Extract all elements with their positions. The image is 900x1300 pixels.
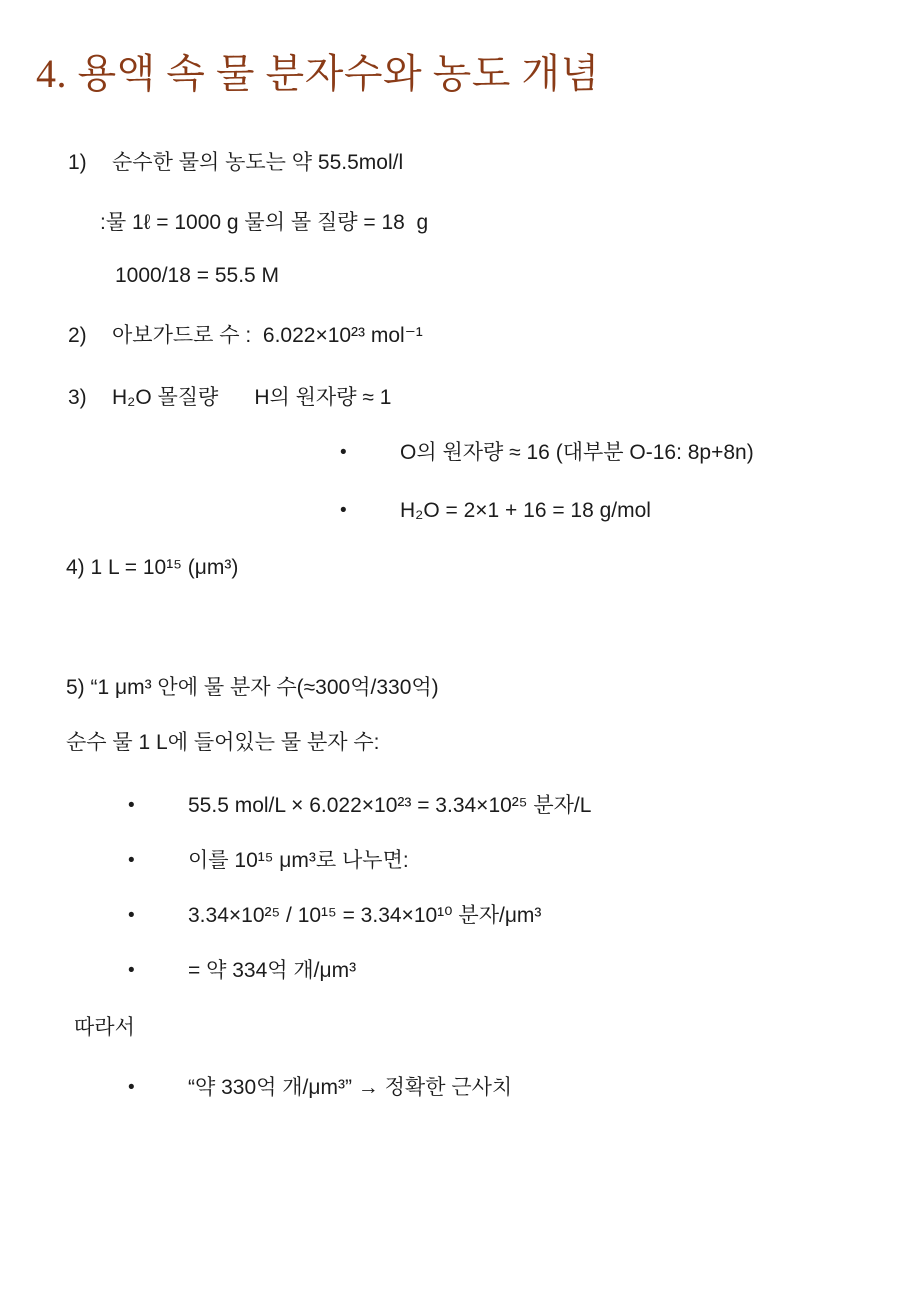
bullet-text: 이를 10¹⁵ μm³로 나누면: [188, 849, 409, 872]
conclusion-bullet-list [0, 1073, 900, 1103]
bullet-text: = 약 334억 개/μm³ [188, 959, 357, 982]
item-1-note-calc: 1000/18 = 55.5 M [115, 264, 280, 287]
list-item-1 [0, 148, 900, 178]
bullet-icon: • [128, 795, 135, 816]
list-item-3-text: H₂O 몰질량 [112, 386, 219, 409]
bullet-icon: • [128, 850, 135, 871]
list-item-3-marker: 3) [68, 386, 87, 409]
list-item-2-text: 아보가드로 수 : 6.022×10²³ mol⁻¹ [112, 324, 423, 347]
bullet-item [0, 496, 900, 526]
bullet-item [0, 956, 900, 986]
bullet-text: O의 원자량 ≈ 16 (대부분 O-16: 8p+8n) [400, 441, 754, 464]
bullet-text: 3.34×10²⁵ / 10¹⁵ = 3.34×10¹⁰ 분자/μm³ [188, 904, 542, 927]
list-item-3 [0, 383, 900, 413]
list-item-1-text: 순수한 물의 농도는 약 55.5mol/l [112, 151, 404, 174]
page-title: 4. 용액 속 물 분자수와 농도 개념 [36, 51, 600, 96]
bullet-item [0, 438, 900, 468]
bullet-text: “약 330억 개/μm³” → 정확한 근사치 [188, 1076, 513, 1099]
item-5-bullet-list [0, 791, 900, 986]
list-item-4: 4) 1 L = 10¹⁵ (μm³) [66, 556, 239, 579]
bullet-text: H₂O = 2×1 + 16 = 18 g/mol [400, 499, 651, 522]
bullet-item [0, 846, 900, 876]
bullet-icon: • [340, 500, 347, 521]
bullet-item [0, 791, 900, 821]
bullet-icon: • [128, 905, 135, 926]
bullet-icon: • [340, 442, 347, 463]
bullet-item [0, 1073, 900, 1103]
list-item-5: 5) “1 μm³ 안에 물 분자 수(≈300억/330억) [66, 676, 439, 699]
list-item-3-aside: H의 원자량 ≈ 1 [254, 386, 392, 409]
list-item-1-marker: 1) [68, 151, 87, 174]
item-3-bullet-list [0, 438, 900, 526]
item-1-note-mass: :물 1ℓ = 1000 g 물의 몰 질량 = 18 g [100, 211, 429, 234]
bullet-text: 55.5 mol/L × 6.022×10²³ = 3.34×10²⁵ 분자/L [188, 794, 592, 817]
bullet-item [0, 901, 900, 931]
item-5-intro: 순수 물 1 L에 들어있는 물 분자 수: [66, 731, 380, 754]
bullet-icon: • [128, 1077, 135, 1098]
list-item-2 [0, 321, 900, 351]
bullet-icon: • [128, 960, 135, 981]
conclusion-label: 따라서 [74, 1016, 135, 1039]
list-item-2-marker: 2) [68, 324, 87, 347]
